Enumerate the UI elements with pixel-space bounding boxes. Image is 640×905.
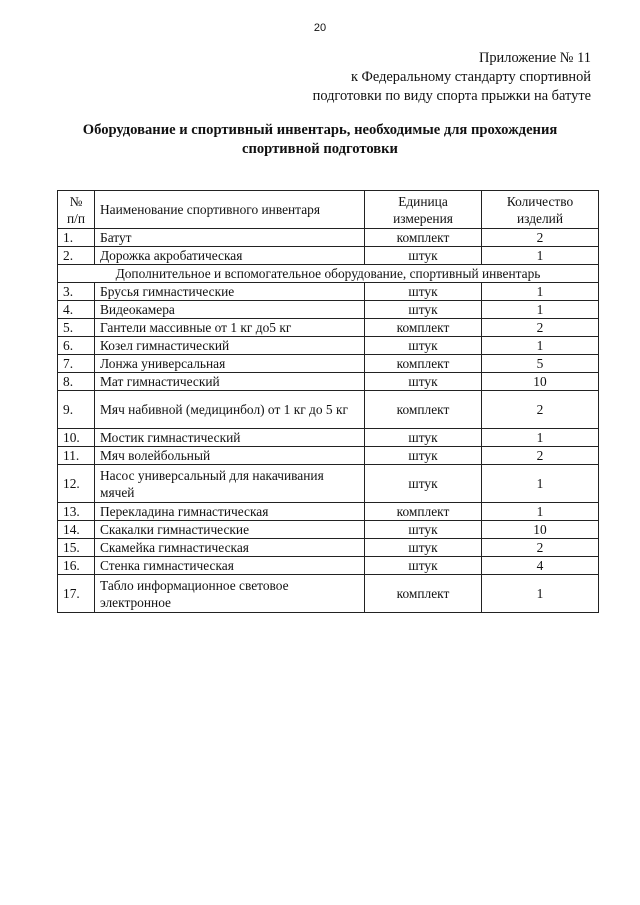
equipment-name-cell: Брусья гимнастические — [95, 283, 365, 301]
unit-cell: штук — [365, 557, 482, 575]
unit-cell: комплект — [365, 355, 482, 373]
table-row — [58, 229, 599, 247]
table-row — [58, 319, 599, 337]
quantity-cell: 1 — [482, 429, 599, 447]
row-number-cell: 14. — [58, 521, 95, 539]
unit-cell: штук — [365, 283, 482, 301]
unit-cell: штук — [365, 373, 482, 391]
row-number-cell: 6. — [58, 337, 95, 355]
document-title-line-1: Оборудование и спортивный инвентарь, необходимые для прохождения — [82, 122, 558, 138]
equipment-name-cell: Табло информационное световое электронное — [95, 575, 365, 613]
row-number-cell: 16. — [58, 557, 95, 575]
header-name: Наименование спортивного инвентаря — [95, 191, 365, 229]
unit-cell: штук — [365, 521, 482, 539]
row-number-cell: 10. — [58, 429, 95, 447]
quantity-cell: 1 — [482, 575, 599, 613]
quantity-cell: 2 — [482, 447, 599, 465]
appendix-line-1: Приложение № 11 — [478, 50, 591, 66]
row-number-cell: 4. — [58, 301, 95, 319]
unit-cell: комплект — [365, 575, 482, 613]
row-number-cell: 1. — [58, 229, 95, 247]
equipment-name-cell: Насос универсальный для накачивания мячей — [95, 465, 365, 503]
row-number-cell: 17. — [58, 575, 95, 613]
quantity-cell: 1 — [482, 503, 599, 521]
row-number-cell: 7. — [58, 355, 95, 373]
unit-cell: комплект — [365, 391, 482, 429]
header-quantity: Количество изделий — [482, 191, 599, 229]
quantity-cell: 10 — [482, 521, 599, 539]
quantity-cell: 10 — [482, 373, 599, 391]
table-row — [58, 447, 599, 465]
unit-cell: штук — [365, 539, 482, 557]
unit-cell: штук — [365, 247, 482, 265]
equipment-name-cell: Стенка гимнастическая — [95, 557, 365, 575]
appendix-line-3: подготовки по виду спорта прыжки на батуте — [312, 88, 591, 104]
quantity-cell: 1 — [482, 283, 599, 301]
equipment-name-cell: Мостик гимнастический — [95, 429, 365, 447]
quantity-cell: 2 — [482, 319, 599, 337]
unit-cell: штук — [365, 429, 482, 447]
quantity-cell: 1 — [482, 465, 599, 503]
header-number: № п/п — [58, 191, 95, 229]
document-title — [55, 121, 585, 159]
appendix-header — [261, 49, 591, 106]
quantity-cell: 1 — [482, 247, 599, 265]
row-number-cell: 2. — [58, 247, 95, 265]
quantity-cell: 2 — [482, 229, 599, 247]
equipment-name-cell: Батут — [95, 229, 365, 247]
table-row — [58, 503, 599, 521]
equipment-name-cell: Видеокамера — [95, 301, 365, 319]
table-row — [58, 557, 599, 575]
table-row — [58, 337, 599, 355]
table-header-row — [58, 191, 599, 229]
unit-cell: штук — [365, 447, 482, 465]
document-title-line-2: спортивной подготовки — [242, 141, 398, 157]
table-row — [58, 429, 599, 447]
table-row — [58, 521, 599, 539]
unit-cell: комплект — [365, 319, 482, 337]
table-row — [58, 373, 599, 391]
row-number-cell: 3. — [58, 283, 95, 301]
header-unit: Единица измерения — [365, 191, 482, 229]
row-number-cell: 8. — [58, 373, 95, 391]
quantity-cell: 4 — [482, 557, 599, 575]
table-row — [58, 391, 599, 429]
row-number-cell: 12. — [58, 465, 95, 503]
equipment-name-cell: Скамейка гимнастическая — [95, 539, 365, 557]
equipment-name-cell: Скакалки гимнастические — [95, 521, 365, 539]
equipment-table — [57, 190, 599, 613]
table-row — [58, 283, 599, 301]
appendix-line-2: к Федеральному стандарту спортивной — [350, 69, 591, 85]
section-row — [58, 265, 599, 283]
equipment-name-cell: Лонжа универсальная — [95, 355, 365, 373]
row-number-cell: 9. — [58, 391, 95, 429]
row-number-cell: 13. — [58, 503, 95, 521]
row-number-cell: 11. — [58, 447, 95, 465]
table-row — [58, 575, 599, 613]
table-row — [58, 247, 599, 265]
table-row — [58, 355, 599, 373]
unit-cell: штук — [365, 337, 482, 355]
unit-cell: штук — [365, 301, 482, 319]
table-row — [58, 539, 599, 557]
quantity-cell: 5 — [482, 355, 599, 373]
section-label: Дополнительное и вспомогательное оборудование, спортивный инвентарь — [58, 265, 599, 283]
row-number-cell: 5. — [58, 319, 95, 337]
page-number: 20 — [313, 22, 327, 34]
table-row — [58, 465, 599, 503]
table-row — [58, 301, 599, 319]
equipment-name-cell: Мяч волейбольный — [95, 447, 365, 465]
unit-cell: штук — [365, 465, 482, 503]
equipment-name-cell: Мяч набивной (медицинбол) от 1 кг до 5 кг — [95, 391, 365, 429]
row-number-cell: 15. — [58, 539, 95, 557]
quantity-cell: 1 — [482, 337, 599, 355]
equipment-name-cell: Дорожка акробатическая — [95, 247, 365, 265]
unit-cell: комплект — [365, 229, 482, 247]
quantity-cell: 2 — [482, 391, 599, 429]
equipment-name-cell: Козел гимнастический — [95, 337, 365, 355]
unit-cell: комплект — [365, 503, 482, 521]
equipment-name-cell: Перекладина гимнастическая — [95, 503, 365, 521]
table-body — [58, 229, 599, 613]
equipment-name-cell: Мат гимнастический — [95, 373, 365, 391]
equipment-name-cell: Гантели массивные от 1 кг до5 кг — [95, 319, 365, 337]
quantity-cell: 1 — [482, 301, 599, 319]
quantity-cell: 2 — [482, 539, 599, 557]
